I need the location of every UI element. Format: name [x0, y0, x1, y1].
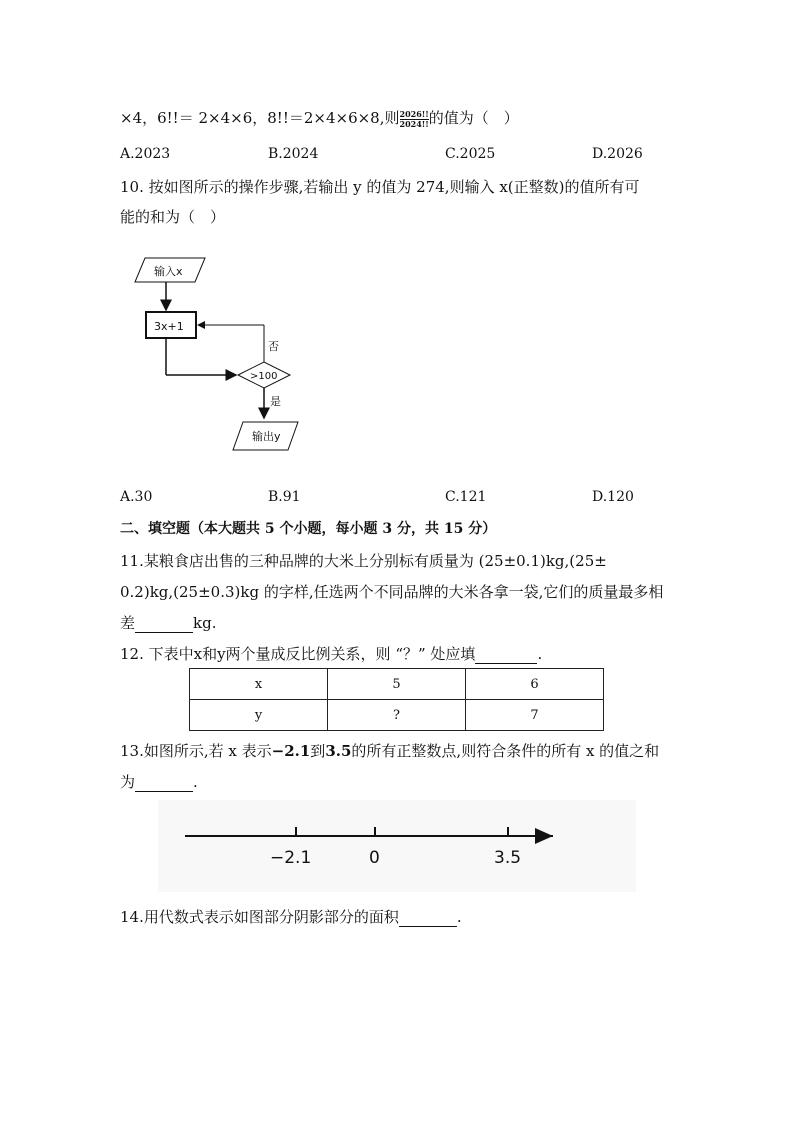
q12-line [120, 643, 542, 664]
q12-table [189, 668, 604, 731]
q13-line1-post: 的所有正整数点,则符合条件的所有 x 的值之和 [351, 742, 660, 760]
q13-mid: 到 [310, 742, 326, 760]
table-row [190, 669, 604, 700]
q10-line2: 能的和为（ ） [120, 208, 226, 226]
q14-text: 14.用代数式表示如图部分阴影部分的面积 [120, 908, 399, 926]
q10-option-d: D.120 [592, 489, 634, 505]
flow-decision-label: >100 [250, 371, 278, 382]
q9-fraction [400, 110, 429, 129]
q9-suffix: 的值为（ ） [428, 109, 519, 127]
table-cell: 5 [328, 669, 466, 700]
tick-label-0: 0 [369, 848, 380, 868]
q9-option-a: A.2023 [120, 146, 171, 162]
q9-line [120, 107, 519, 129]
q9-option-b: B.2024 [268, 146, 319, 162]
q10-line1: 10. 按如图所示的操作步骤,若输出 y 的值为 274,则输入 x(正整数)的值所有可 [120, 178, 640, 196]
flow-output-label: 输出y [252, 430, 281, 443]
table-cell: ? [328, 700, 466, 731]
q13-from: −2.1 [271, 742, 311, 760]
table-cell: x [190, 669, 328, 700]
q14-line [120, 906, 462, 927]
q14-text-post: . [456, 908, 462, 926]
flow-yes-label: 是 [270, 395, 281, 408]
q10-flowchart [130, 250, 330, 470]
q9-option-c: C.2025 [445, 146, 496, 162]
q12-answer-blank [475, 645, 537, 664]
flow-process-label: 3x+1 [154, 320, 184, 333]
q9-frac-den: 2024!! [399, 118, 429, 129]
tick-label-3-5: 3.5 [494, 848, 522, 868]
table-cell: y [190, 700, 328, 731]
section-heading: 二、填空题（本大题共 5 个小题，每小题 3 分，共 15 分） [120, 521, 497, 537]
q13-to: 3.5 [325, 742, 352, 760]
q9-frac-num: 2026!! [399, 108, 429, 119]
flow-input-label: 输入x [154, 265, 183, 278]
flow-no-label: 否 [268, 340, 279, 353]
table-cell: 7 [466, 700, 604, 731]
q13-line1-pre: 13.如图所示,若 x 表示 [120, 742, 272, 760]
q9-prefix: ×4，6!!＝ 2×4×6，8!!＝2×4×6×8,则 [120, 109, 400, 127]
table-cell: 6 [466, 669, 604, 700]
q13-number-line [158, 800, 636, 892]
q13-answer-blank [135, 773, 193, 792]
q9-option-d: D.2026 [592, 146, 643, 162]
q11-line3-post: kg. [193, 614, 217, 632]
q12-text-post: . [537, 645, 543, 663]
q11-line1: 11.某粮食店出售的三种品牌的大米上分别标有质量为 (25±0.1)kg,(25± [120, 552, 607, 570]
q13-line2 [120, 771, 198, 792]
q10-option-a: A.30 [120, 489, 153, 505]
q13-line2-post: . [193, 773, 198, 791]
q10-option-c: C.121 [445, 489, 487, 505]
q14-answer-blank [399, 908, 457, 927]
q13-line1 [120, 740, 659, 761]
q10-option-b: B.91 [268, 489, 301, 505]
q11-answer-blank [135, 614, 193, 633]
q13-line2-pre: 为 [120, 773, 136, 791]
q11-line2: 0.2)kg,(25±0.3)kg 的字样,任选两个不同品牌的大米各拿一袋,它们的质量最多相 [120, 583, 664, 601]
q11-line3-pre: 差 [120, 614, 136, 632]
table-row [190, 700, 604, 731]
q12-text: 12. 下表中x和y两个量成反比例关系，则 “？” 处应填 [120, 645, 476, 663]
q11-line3 [120, 612, 216, 633]
tick-label-neg-2-1: −2.1 [270, 848, 312, 868]
